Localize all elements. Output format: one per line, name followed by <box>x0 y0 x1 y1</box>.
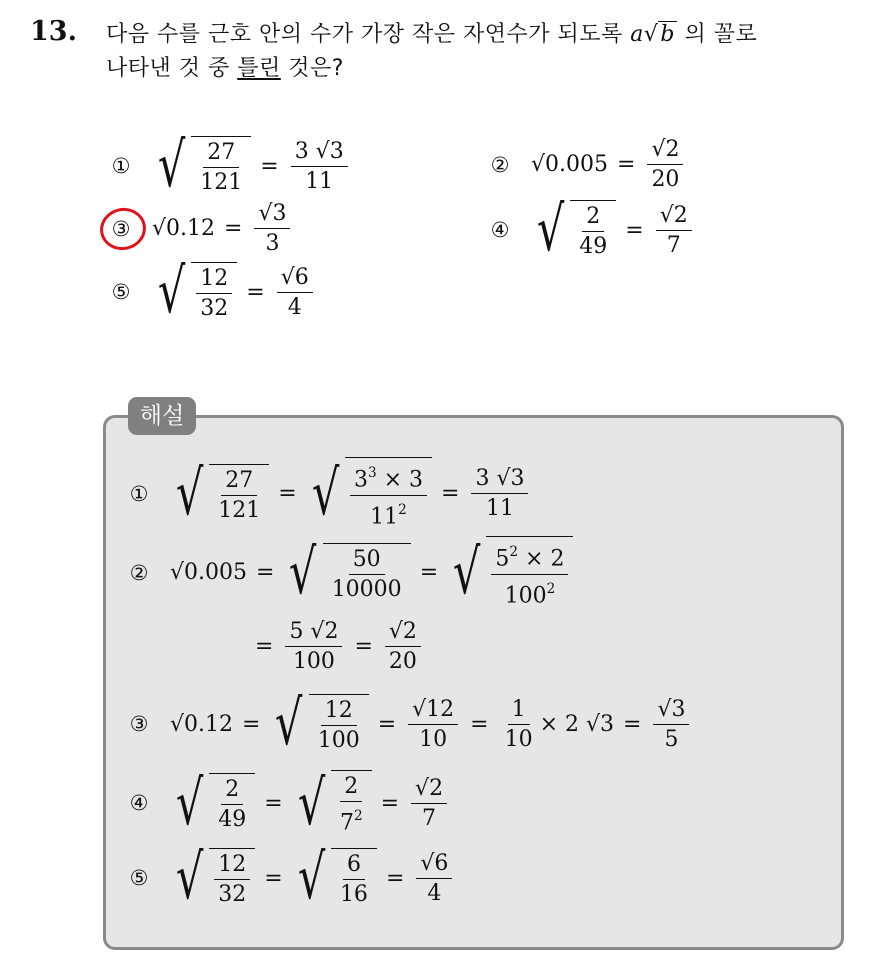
step-label: ④ <box>129 791 149 816</box>
question-text-line2b: 것은? <box>288 56 344 81</box>
numerator: 1 <box>508 696 530 725</box>
denominator: 32 <box>200 296 229 321</box>
equals-sign: = <box>278 481 297 507</box>
equals-sign: = <box>255 634 274 659</box>
sqrt-radical: √ $\frac{2}{49}$ <box>170 773 255 833</box>
numerator: √2 <box>385 618 421 647</box>
equals-sign: = <box>441 481 460 507</box>
sqrt-radical: √ $\frac{5^2 \times 2}{100^2}$ <box>447 536 573 609</box>
lhs-expression: √0.12 <box>152 216 216 241</box>
denominator: 20 <box>651 167 680 192</box>
numerator: $5^2 \times 2$ <box>491 539 568 575</box>
denominator: 4 <box>427 880 442 906</box>
equals-sign: = <box>260 153 279 179</box>
sqrt-radical: √ $\frac{6}{16}$ <box>292 848 377 908</box>
denominator: 32 <box>218 882 247 907</box>
denominator: 10000 <box>331 576 402 602</box>
equals-sign: = <box>623 711 642 737</box>
option-label: ⑤ <box>111 280 131 304</box>
denominator: 16 <box>339 882 368 907</box>
question-number: 13. <box>30 16 77 47</box>
numerator: √12 <box>408 696 458 725</box>
equals-sign: = <box>246 279 265 305</box>
denominator: 100 <box>317 728 360 753</box>
numerator: √2 <box>656 202 692 231</box>
option-2[interactable] <box>487 136 686 193</box>
question-text <box>106 18 866 86</box>
step-label: ② <box>129 560 149 585</box>
denominator: 121 <box>200 170 243 195</box>
numerator: √2 <box>647 136 683 165</box>
denominator: 100 <box>292 649 335 674</box>
option-5[interactable] <box>108 255 316 328</box>
denominator: 10 <box>419 726 448 752</box>
step-label: ③ <box>129 712 149 736</box>
step-label: ① <box>129 481 149 506</box>
denominator: 10 <box>504 726 533 752</box>
equals-sign: = <box>470 711 489 737</box>
lhs-expression: √0.005 <box>531 152 608 177</box>
sqrt-sign: √ <box>643 22 659 47</box>
numerator: √3 <box>254 200 290 229</box>
equals-sign: = <box>264 790 283 816</box>
equals-sign: = <box>242 711 261 737</box>
solution-step-4 <box>126 766 450 839</box>
denominator: 4 <box>287 294 302 320</box>
question-text-part1: 다음 수를 근호 안의 수가 가장 작은 자연수가 되도록 <box>106 22 623 47</box>
option-label: ④ <box>490 218 510 242</box>
denominator: $11^2$ <box>370 501 407 530</box>
equals-sign: = <box>354 634 373 659</box>
sqrt-radical: √ $\frac{27}{121}$ <box>170 464 269 524</box>
lhs-expression: √0.005 <box>170 560 247 586</box>
equals-sign: = <box>380 790 400 816</box>
numerator: √6 <box>416 850 452 879</box>
numerator: 12 <box>214 851 250 880</box>
denominator: $7^2$ <box>339 808 363 836</box>
denominator: 49 <box>218 807 247 833</box>
step-label: ⑤ <box>129 866 149 890</box>
equals-sign: = <box>264 865 283 891</box>
numerator: 50 <box>349 546 385 575</box>
solution-step-3 <box>126 687 692 760</box>
numerator: 12 <box>321 697 357 726</box>
equals-sign: = <box>224 216 243 241</box>
solution-tab: 해설 <box>128 397 196 435</box>
underlined-word: 틀린 <box>237 56 281 81</box>
option-label: ③ <box>111 216 131 241</box>
numerator: 27 <box>203 139 239 168</box>
numerator: 3 √3 <box>291 138 348 167</box>
numerator: 6 <box>343 851 365 880</box>
solution-step-2-cont <box>246 618 424 675</box>
sqrt-radical: √ $\frac{12}{32}$ <box>152 262 237 322</box>
solution-step-5 <box>126 841 455 914</box>
option-label: ② <box>490 152 510 177</box>
numerator: 3 √3 <box>471 465 528 494</box>
option-label: ① <box>111 154 131 178</box>
sqrt-radical: √ $\frac{12}{32}$ <box>170 848 255 908</box>
sqrt-radical: √ $\frac{12}{100}$ <box>269 694 368 754</box>
equals-sign: = <box>385 865 405 891</box>
numerator: 27 <box>221 467 257 496</box>
denominator: 20 <box>388 649 417 674</box>
question-text-line2a: 나타낸 것 중 <box>106 56 230 81</box>
equals-sign: = <box>256 560 275 586</box>
numerator: 2 <box>340 773 362 802</box>
multiplier: × 2 √3 <box>539 711 615 737</box>
numerator: $3^3 \times 3$ <box>350 460 427 496</box>
sqrt-radical: √ $\frac{2}{7^2}$ <box>292 770 372 837</box>
numerator: 12 <box>196 265 232 294</box>
denominator: 11 <box>305 168 334 194</box>
equals-sign: = <box>419 560 439 586</box>
equals-sign: = <box>377 711 397 737</box>
numerator: √6 <box>277 264 313 293</box>
option-1[interactable] <box>108 129 351 202</box>
sqrt-radical: √ $\frac{3^3 \times 3}{11^2}$ <box>306 457 432 530</box>
numerator: 2 <box>582 203 604 232</box>
solution-step-2 <box>126 536 573 609</box>
question-text-part2: 의 꼴로 <box>684 22 758 47</box>
denominator: $100^2$ <box>504 580 556 609</box>
denominator: 7 <box>666 232 681 258</box>
denominator: 49 <box>579 234 608 259</box>
sqrt-radical: √ $\frac{50}{10000}$ <box>283 543 410 603</box>
denominator: 121 <box>218 497 261 523</box>
numerator: √2 <box>411 775 447 804</box>
solution-step-1 <box>126 457 531 530</box>
numerator: 5 √2 <box>285 618 342 647</box>
denominator: 11 <box>485 496 514 522</box>
option-4[interactable] <box>487 193 695 266</box>
equals-sign: = <box>617 152 636 177</box>
denominator: 3 <box>265 231 280 256</box>
denominator: 7 <box>422 805 437 831</box>
equals-sign: = <box>625 217 644 243</box>
sqrt-radical: √ $\frac{27}{121}$ <box>152 136 251 196</box>
numerator: 2 <box>221 776 243 805</box>
var-a: a <box>630 22 644 47</box>
sqrt-radical: √ $\frac{2}{49}$ <box>531 200 616 260</box>
radical-expression <box>630 21 677 47</box>
lhs-expression: √0.12 <box>170 711 234 737</box>
numerator: √3 <box>653 696 689 725</box>
var-b: b <box>660 22 675 47</box>
denominator: 5 <box>664 726 679 752</box>
